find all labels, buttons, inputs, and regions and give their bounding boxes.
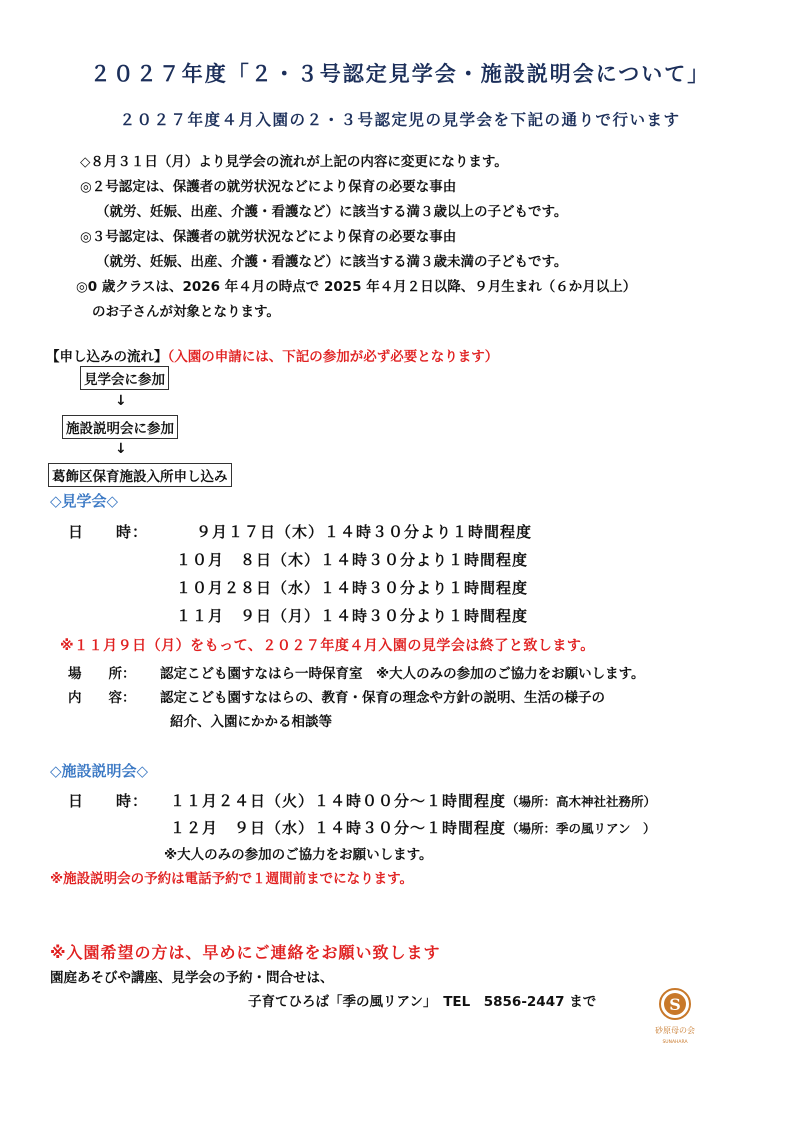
tour-content-label: 内 容： xyxy=(68,690,136,706)
down-arrow-icon: ↓ xyxy=(115,393,127,409)
note-line: ◎２号認定は、保護者の就労状況などにより保育の必要な事由 xyxy=(80,179,457,195)
tour-place-value: 認定こども園すなはら一時保育室 ※大人のみの参加のご協力をお願いします。 xyxy=(160,666,645,682)
briefing-adult-note: ※大人のみの参加のご協力をお願いします。 xyxy=(164,847,433,863)
page-title: ２０２７年度「２・３号認定見学会・施設説明会について」 xyxy=(89,62,711,86)
page-subtitle: ２０２７年度４月入園の２・３号認定児の見学会を下記の通りで行います xyxy=(119,111,681,129)
flow-heading-note: （入園の申請には、下記の参加が必ず必要となります） xyxy=(167,349,499,365)
flow-heading-label: 【申し込みの流れ】 xyxy=(46,349,168,365)
flow-step-application: 葛飾区保育施設入所申し込み xyxy=(48,463,232,487)
sunahara-logo xyxy=(650,985,700,1055)
note-line: ◎0 歳クラスは、2026 年４月の時点で 2025 年４月２日以降、９月生まれ（６か月以上） xyxy=(76,279,637,295)
briefing-date-main: １１月２４日（火）１４時００分～１時間程度 xyxy=(170,792,507,810)
flow-step-briefing: 施設説明会に参加 xyxy=(62,415,178,439)
svg-text:S: S xyxy=(669,995,681,1014)
note-line: （就労、妊娠、出産、介護・看護など）に該当する満３歳以上の子どもです。 xyxy=(96,204,568,220)
briefing-section-heading: ◇施設説明会◇ xyxy=(50,762,149,780)
note-line: ◇８月３１日（月）より見学会の流れが上記の内容に変更になります。 xyxy=(80,154,508,170)
note-line: のお子さんが対象となります。 xyxy=(92,304,280,320)
tour-date-label: 日 時： xyxy=(68,523,149,541)
tour-content-value: 紹介、入園にかかる相談等 xyxy=(170,714,332,730)
tour-place-label: 場 所： xyxy=(68,666,136,682)
logo-text: 砂原母の会 xyxy=(655,1026,695,1035)
briefing-date-label: 日 時： xyxy=(68,792,149,810)
contact-call: ※入園希望の方は、早めにご連絡をお願い致します xyxy=(50,943,441,962)
logo-mark-icon xyxy=(650,985,700,1055)
tour-content-value: 認定こども園すなはらの、教育・保育の理念や方針の説明、生活の様子の xyxy=(160,690,605,706)
contact-line: 園庭あそびや講座、見学会の予約・問合せは、 xyxy=(50,970,334,986)
briefing-date-main: １２月 ９日（水）１４時３０分～１時間程度 xyxy=(170,819,507,837)
note-line: ◎３号認定は、保護者の就労状況などにより保育の必要な事由 xyxy=(80,229,457,245)
briefing-date-place: （場所：高木神社社務所） xyxy=(506,794,657,809)
note-line: （就労、妊娠、出産、介護・看護など）に該当する満３歳未満の子どもです。 xyxy=(96,254,568,270)
tour-date: １０月２８日（水）１４時３０分より１時間程度 xyxy=(176,579,529,597)
tour-date: ９月１７日（木）１４時３０分より１時間程度 xyxy=(196,523,533,541)
briefing-date xyxy=(170,790,656,811)
tour-end-notice: ※１１月９日（月）をもって、２０２７年度４月入園の見学会は終了と致します。 xyxy=(60,638,595,654)
contact-phone-line: 子育てひろば「季の風リアン」 TEL 5856-2447 まで xyxy=(248,994,597,1010)
down-arrow-icon: ↓ xyxy=(115,441,127,457)
flow-heading xyxy=(46,345,498,365)
briefing-date xyxy=(170,817,656,838)
flow-step-tour: 見学会に参加 xyxy=(80,366,169,390)
logo-sub: SUNAHARA xyxy=(662,1040,688,1045)
briefing-reservation-note: ※施設説明会の予約は電話予約で１週間前までになります。 xyxy=(50,871,414,887)
tour-date: １０月 ８日（木）１４時３０分より１時間程度 xyxy=(176,551,529,569)
tour-section-heading: ◇見学会◇ xyxy=(50,492,119,510)
briefing-date-place: （場所：季の風リアン ） xyxy=(506,821,656,836)
tour-date: １１月 ９日（月）１４時３０分より１時間程度 xyxy=(176,607,529,625)
